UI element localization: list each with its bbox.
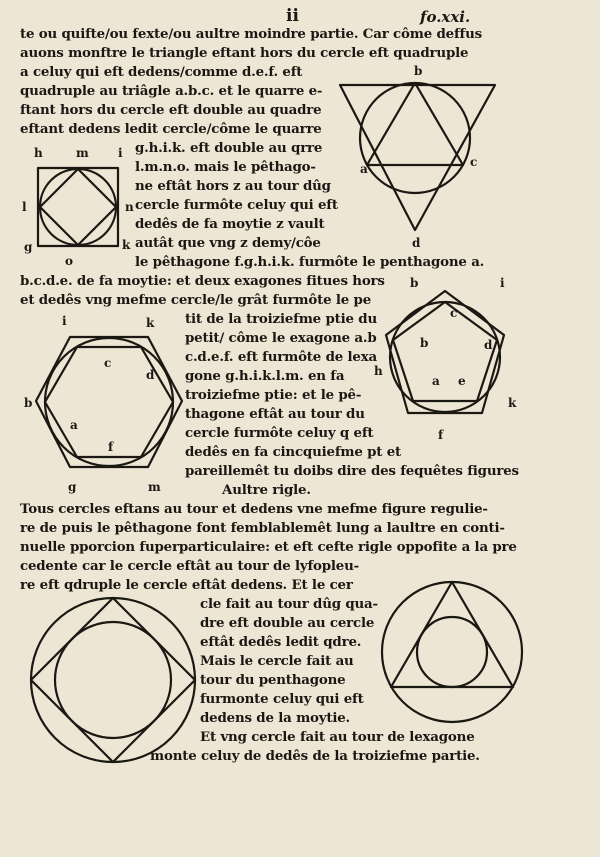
- figure-label: b: [420, 336, 429, 350]
- text-line: eftât dedês ledit qdre.: [200, 634, 362, 650]
- figure-label: i: [118, 146, 123, 160]
- page-header: [0, 6, 600, 28]
- figure-label: i: [62, 314, 67, 328]
- text-line: Mais le cercle fait au: [200, 653, 354, 669]
- text-line: ne eftât hors z au tour dûg: [135, 178, 331, 194]
- text-line: furmonte celuy qui eft: [200, 691, 364, 707]
- page-number: ii: [286, 6, 299, 26]
- figure-label: a: [70, 418, 78, 432]
- figure-label: g: [68, 480, 77, 494]
- figure-label: h: [374, 364, 383, 378]
- text-line: nuelle pporcion fuperparticulaire: et eft cefte rigle oppofite a la pre: [20, 539, 517, 555]
- text-line: b.c.d.e. de fa moytie: et deux exagones fitues hors: [20, 273, 385, 289]
- figure-label: k: [508, 396, 517, 410]
- text-line: pareillemêt tu doibs dire des fequêtes figures: [185, 463, 519, 479]
- text-line: auons monftre le triangle eftant hors du cercle eft quadruple: [20, 45, 469, 61]
- figure-label: a: [360, 162, 368, 176]
- figure-label: a: [432, 374, 440, 388]
- text-line: monte celuy de dedês de la troiziefme partie.: [150, 748, 480, 764]
- text-line: dedês de fa moytie z vault: [135, 216, 325, 232]
- figure-label: d: [484, 338, 493, 352]
- figure-label: n: [125, 200, 134, 214]
- figure-label: k: [146, 316, 155, 330]
- text-line: a celuy qui eft dedens/comme d.e.f. eft: [20, 64, 303, 80]
- text-line: tit de la troiziefme ptie du: [185, 311, 377, 327]
- circle-triangle-circle-figure: [378, 576, 528, 726]
- figure-label: e: [458, 374, 466, 388]
- text-line: cedente car le cercle eftât au tour de lyfopleu-: [20, 558, 360, 574]
- figure-label: d: [412, 236, 421, 250]
- text-line: c.d.e.f. eft furmôte de lexa: [185, 349, 377, 365]
- pentagon-circle-figure: [380, 285, 510, 425]
- figure-label: l: [22, 200, 27, 214]
- text-line: thagone eftât au tour du: [185, 406, 365, 422]
- text-line: g.h.i.k. eft double au qrre: [135, 140, 323, 156]
- text-line: cercle furmôte celuy qui eft: [135, 197, 338, 213]
- text-line: autât que vng z demy/côe: [135, 235, 321, 251]
- text-line: re de puis le pêthagone font femblablemêt lung a laultre en conti-: [20, 520, 505, 536]
- figure-label: m: [148, 480, 161, 494]
- figure-label: k: [122, 238, 131, 252]
- text-line: te ou quifte/ou fexte/ou aultre moindre partie. Car côme deffus: [20, 26, 482, 42]
- text-line: quadruple au triâgle a.b.c. et le quarre e-: [20, 83, 323, 99]
- text-line: dedens de la moytie.: [200, 710, 351, 726]
- square-circle-figure: [30, 160, 130, 255]
- text-line: troiziefme ptie: et le pê-: [185, 387, 362, 403]
- figure-label: m: [76, 146, 89, 160]
- text-line: cercle furmôte celuy q eft: [185, 425, 374, 441]
- text-line: gone g.h.i.k.l.m. en fa: [185, 368, 345, 384]
- figure-label: f: [438, 428, 444, 442]
- text-line: ftant hors du cercle eft double au quadre: [20, 102, 322, 118]
- figure-label: b: [414, 64, 423, 78]
- text-line: le pêthagone f.g.h.i.k. furmôte le penthagone a.: [135, 254, 485, 270]
- text-line: re eft qdruple le cercle eftât dedens. Et le cer: [20, 577, 353, 593]
- text-line: tour du penthagone: [200, 672, 346, 688]
- text-line: l.m.n.o. mais le pêthago-: [135, 159, 316, 175]
- text-line: et dedês vng mefme cercle/le grât furmôte le pe: [20, 292, 372, 308]
- figure-label: f: [108, 440, 114, 454]
- text-line: cle fait au tour dûg qua-: [200, 596, 378, 612]
- figure-label: o: [65, 254, 74, 268]
- hexagon-circle-figure: [30, 325, 190, 480]
- text-line: eftant dedens ledit cercle/côme le quarre: [20, 121, 322, 137]
- triangle-circle-figure: [330, 70, 510, 245]
- figure-label: i: [500, 276, 505, 290]
- text-line: dre eft double au cercle: [200, 615, 375, 631]
- text-line: petit/ côme le exagone a.b: [185, 330, 377, 346]
- figure-label: d: [146, 368, 155, 382]
- figure-label: c: [470, 155, 478, 169]
- figure-label: b: [410, 276, 419, 290]
- figure-label: g: [24, 240, 33, 254]
- figure-label: b: [24, 396, 33, 410]
- circle-square-circle-figure: [28, 592, 198, 767]
- figure-label: h: [34, 146, 43, 160]
- text-line: Tous cercles eftans au tour et dedens vne mefme figure regulie-: [20, 501, 488, 517]
- folio-number: fo.xxi.: [420, 8, 471, 26]
- text-line: Et vng cercle fait au tour de lexagone: [200, 729, 475, 745]
- figure-label: c: [450, 306, 458, 320]
- figure-label: c: [104, 356, 112, 370]
- text-line: dedês en fa cincquiefme pt et: [185, 444, 402, 460]
- section-heading: Aultre rigle.: [222, 482, 311, 498]
